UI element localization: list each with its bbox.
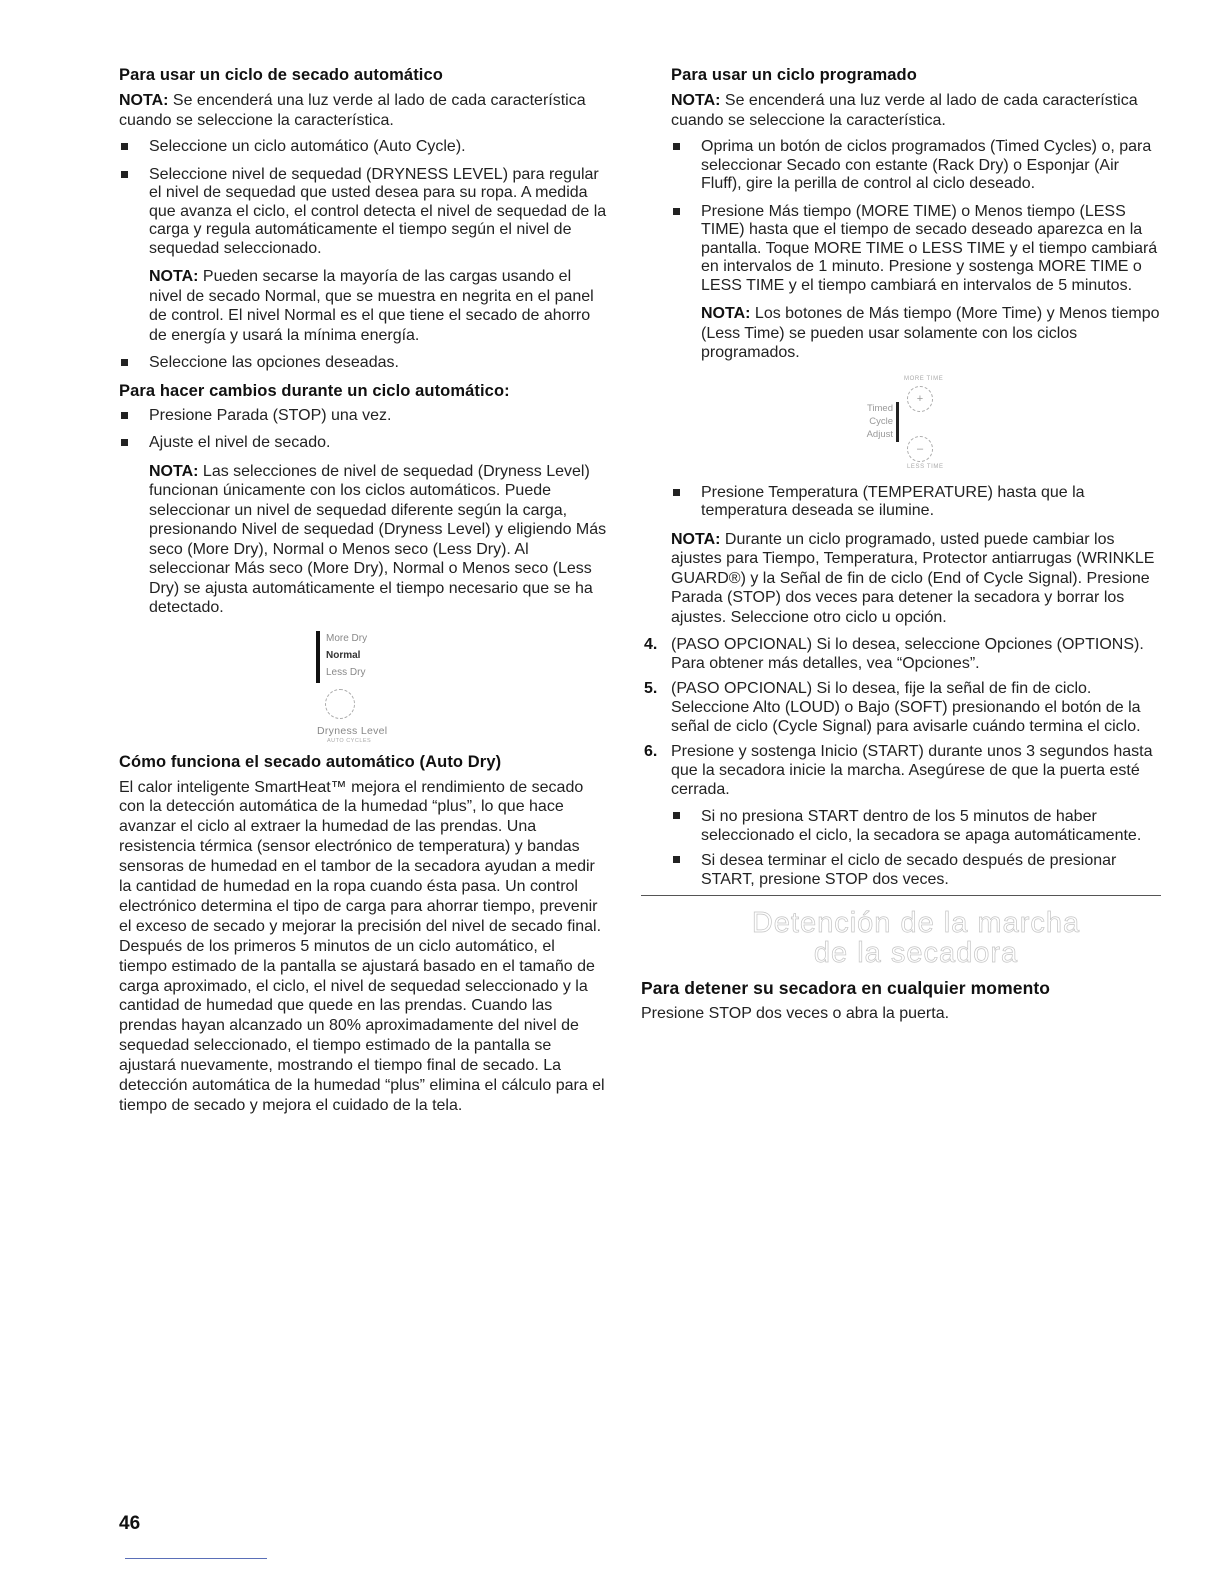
note-label: NOTA:: [671, 92, 721, 109]
list-item: [119, 407, 607, 426]
steps-list: [644, 635, 1161, 889]
note-label: NOTA:: [149, 462, 199, 480]
list-item: [671, 807, 1161, 845]
note-text: Las selecciones de nivel de sequedad (Dryness Level) funcionan únicamente con los ciclos automáticos. Puede seleccionar un nivel de sequedad diferente según la carga, presionando Nivel de sequedad (Dryness Level) y eligiendo Más seco (More Dry), Normal o Menos seco (Less Dry). Al seleccionar Más seco (More Dry), Normal o Menos seco (Less Dry) se ajusta automáticamente el tiempo necesario que se ha detectado.: [149, 462, 607, 616]
timed-cycle-note-2: [671, 530, 1161, 628]
list-item: [119, 138, 607, 157]
timed-label-line3: Adjust: [866, 428, 893, 440]
list-item-text: Ajuste el nivel de secado.: [149, 434, 331, 451]
note-text: Pueden secarse la mayoría de las cargas usando el nivel de secado Normal, que se muestra en negrita en el panel de control. El nivel Normal es el que tiene el secado de ahorro de energía y usará la mínima energía.: [149, 268, 594, 344]
step-item: [644, 679, 1161, 736]
auto-cycle-heading: Para usar un ciclo de secado automático: [119, 66, 443, 84]
note-text: Durante un ciclo programado, usted puede cambiar los ajustes para Tiempo, Temperatura, Protector antiarrugas (WRINKLE GUARD®) y la Señal de fin de ciclo (End of Cycle Signal). Presione Parada (STOP) dos veces para detener la secadora y borrar los ajustes. Seleccione otro ciclo u opción.: [671, 530, 1155, 626]
timed-label-line2: Cycle: [869, 415, 893, 427]
timed-indicator-bar: [896, 402, 899, 442]
step-text: (PASO OPCIONAL) Si lo desea, fije la señal de fin de ciclo. Seleccione Alto (LOUD) o Bajo (SOFT) presionando el botón de la señal de ciclo (Cycle Signal) para avisarle cuándo termina el ciclo.: [671, 680, 1141, 735]
time-buttons-note: [701, 304, 1161, 363]
auto-cycle-note: [119, 91, 607, 130]
dryness-level-sublabel: AUTO CYCLES: [327, 737, 372, 744]
list-item-text: Seleccione un ciclo automático (Auto Cycle).: [149, 138, 466, 155]
step-item: [644, 742, 1161, 889]
list-item-text: Oprima un botón de ciclos programados (Timed Cycles) o, para seleccionar Secado con estante (Rack Dry) o Esponjar (Air Fluff), gire la perilla de control al ciclo deseado.: [701, 138, 1152, 192]
list-item-text: Seleccione las opciones deseadas.: [149, 354, 399, 371]
temperature-list: [671, 484, 1161, 521]
stop-body: Presione STOP dos veces o abra la puerta.: [641, 1005, 950, 1022]
step-number: 5.: [644, 680, 658, 697]
list-item: [119, 434, 607, 618]
minus-icon: –: [907, 436, 933, 462]
changes-heading: Para hacer cambios durante un ciclo automático:: [119, 381, 510, 400]
dryness-option-less: Less Dry: [326, 666, 366, 678]
dryness-indicator-bar: [316, 631, 320, 683]
list-item-text: Presione Parada (STOP) una vez.: [149, 406, 392, 424]
section-title: [671, 908, 1161, 968]
section-divider: [641, 895, 1161, 896]
list-item: [119, 354, 607, 373]
less-time-label: LESS TIME: [907, 463, 944, 470]
note-label: NOTA:: [701, 305, 751, 322]
list-item: [671, 203, 1161, 363]
timed-cycle-heading: Para usar un ciclo programado: [671, 66, 917, 84]
auto-dry-heading: Cómo funciona el secado automático (Auto Dry): [119, 752, 502, 771]
dryness-note: [149, 267, 607, 345]
list-item: [671, 138, 1161, 194]
changes-list: [119, 407, 607, 618]
step-text: Presione y sostenga Inicio (START) durante unos 3 segundos hasta que la secadora inicie la marcha. Asegúrese de que la puerta esté cerrada.: [671, 743, 1153, 798]
dryness-level-figure: [119, 627, 607, 747]
list-item: [119, 166, 607, 346]
auto-cycle-list: [119, 138, 607, 373]
note-text: Se encenderá una luz verde al lado de cada característica cuando se seleccione la característica.: [671, 92, 1138, 129]
footer-line: [125, 1558, 267, 1559]
note-label: NOTA:: [119, 92, 169, 109]
list-item-text: Si desea terminar el ciclo de secado después de presionar START, presione STOP dos veces.: [701, 852, 1117, 888]
timed-cycle-list: [671, 138, 1161, 363]
page-number: 46: [119, 1513, 141, 1534]
right-column: [641, 66, 1161, 1032]
list-item-text: Si no presiona START dentro de los 5 minutos de haber seleccionado el ciclo, la secadora se apaga automáticamente.: [701, 808, 1142, 844]
list-item-text: Seleccione nivel de sequedad (DRYNESS LEVEL) para regular el nivel de sequedad que usted desea para su ropa. A medida que avanza el ciclo, el control detecta el nivel de sequedad de la carga y regula automáticamente el tiempo según el nivel de sequedad seleccionado.: [149, 165, 607, 257]
auto-dry-body: El calor inteligente SmartHeat™ mejora el rendimiento de secado con la detección automática de la humedad “plus”, lo que hace avanzar el ciclo al extraer la humedad de las prendas. Una resistencia térmica (sensor electrónico de temperatura) y bandas sensoras de humedad en el tambor de la secadora ayudan a medir la cantidad de humedad en la ropa cuando ésta pasa. Un control electrónico determina el tipo de carga para ahorrar tiempo, prevenir el exceso de secado y mejorar la precisión del nivel de secado final. Después de los primeros 5 minutos de un ciclo automático, el tiempo estimado de la pantalla se ajustará basado en el tamaño de carga aproximado, el ciclo, el nivel de sequedad seleccionado y la cantidad de humedad que quede en las prendas. Cuando las prendas hayan alcanzado un 80% aproximadamente del nivel de sequedad seleccionado, el tiempo estimado de la pantalla se ajustará nuevamente, mostrando el tiempo final de secado. La detección automática de la humedad “plus” elimina el cálculo para el tiempo de secado y mejora el cuidado de la tela.: [119, 778, 605, 1114]
note-text: Se encenderá una luz verde al lado de cada característica cuando se seleccione la característica.: [119, 92, 586, 129]
note-label: NOTA:: [149, 268, 199, 285]
list-item-text: Presione Temperatura (TEMPERATURE) hasta que la temperatura deseada se ilumine.: [701, 483, 1085, 519]
section-title-line1: Detención de la marcha: [751, 907, 1081, 939]
note-text: Los botones de Más tiempo (More Time) y Menos tiempo (Less Time) se pueden usar solamente con los ciclos programados.: [701, 305, 1160, 361]
dryness-option-more: More Dry: [326, 632, 368, 644]
step-item: [644, 635, 1161, 673]
dryness-knob-icon: [325, 689, 355, 719]
step-number: 4.: [644, 636, 658, 653]
step-text: (PASO OPCIONAL) Si lo desea, seleccione Opciones (OPTIONS). Para obtener más detalles, vea “Opciones”.: [671, 636, 1144, 672]
start-bullets: [671, 807, 1161, 889]
plus-icon: +: [907, 386, 933, 412]
list-item: [671, 851, 1161, 889]
timed-cycle-adjust-figure: [671, 372, 1161, 474]
timed-cycle-note: [671, 91, 1161, 130]
list-item-text: Presione Más tiempo (MORE TIME) o Menos tiempo (LESS TIME) hasta que el tiempo de secado deseado aparezca en la pantalla. Toque MORE TIME o LESS TIME y el tiempo cambiará en intervalos de 1 minuto. Presione y sostenga MORE TIME o LESS TIME y el tiempo cambiará en intervalos de 5 minutos.: [701, 202, 1158, 294]
list-item: [671, 484, 1161, 521]
dryness-option-normal: Normal: [326, 649, 361, 661]
dryness-level-label: Dryness Level: [317, 724, 388, 737]
changes-note: [149, 462, 607, 618]
timed-label-line1: Timed: [866, 402, 893, 414]
left-column: [119, 66, 607, 1124]
section-title-line2: de la secadora: [813, 937, 1019, 969]
stop-heading: Para detener su secadora en cualquier momento: [641, 978, 1051, 998]
step-number: 6.: [644, 743, 658, 760]
more-time-label: MORE TIME: [904, 375, 944, 382]
note-label: NOTA:: [671, 530, 721, 548]
